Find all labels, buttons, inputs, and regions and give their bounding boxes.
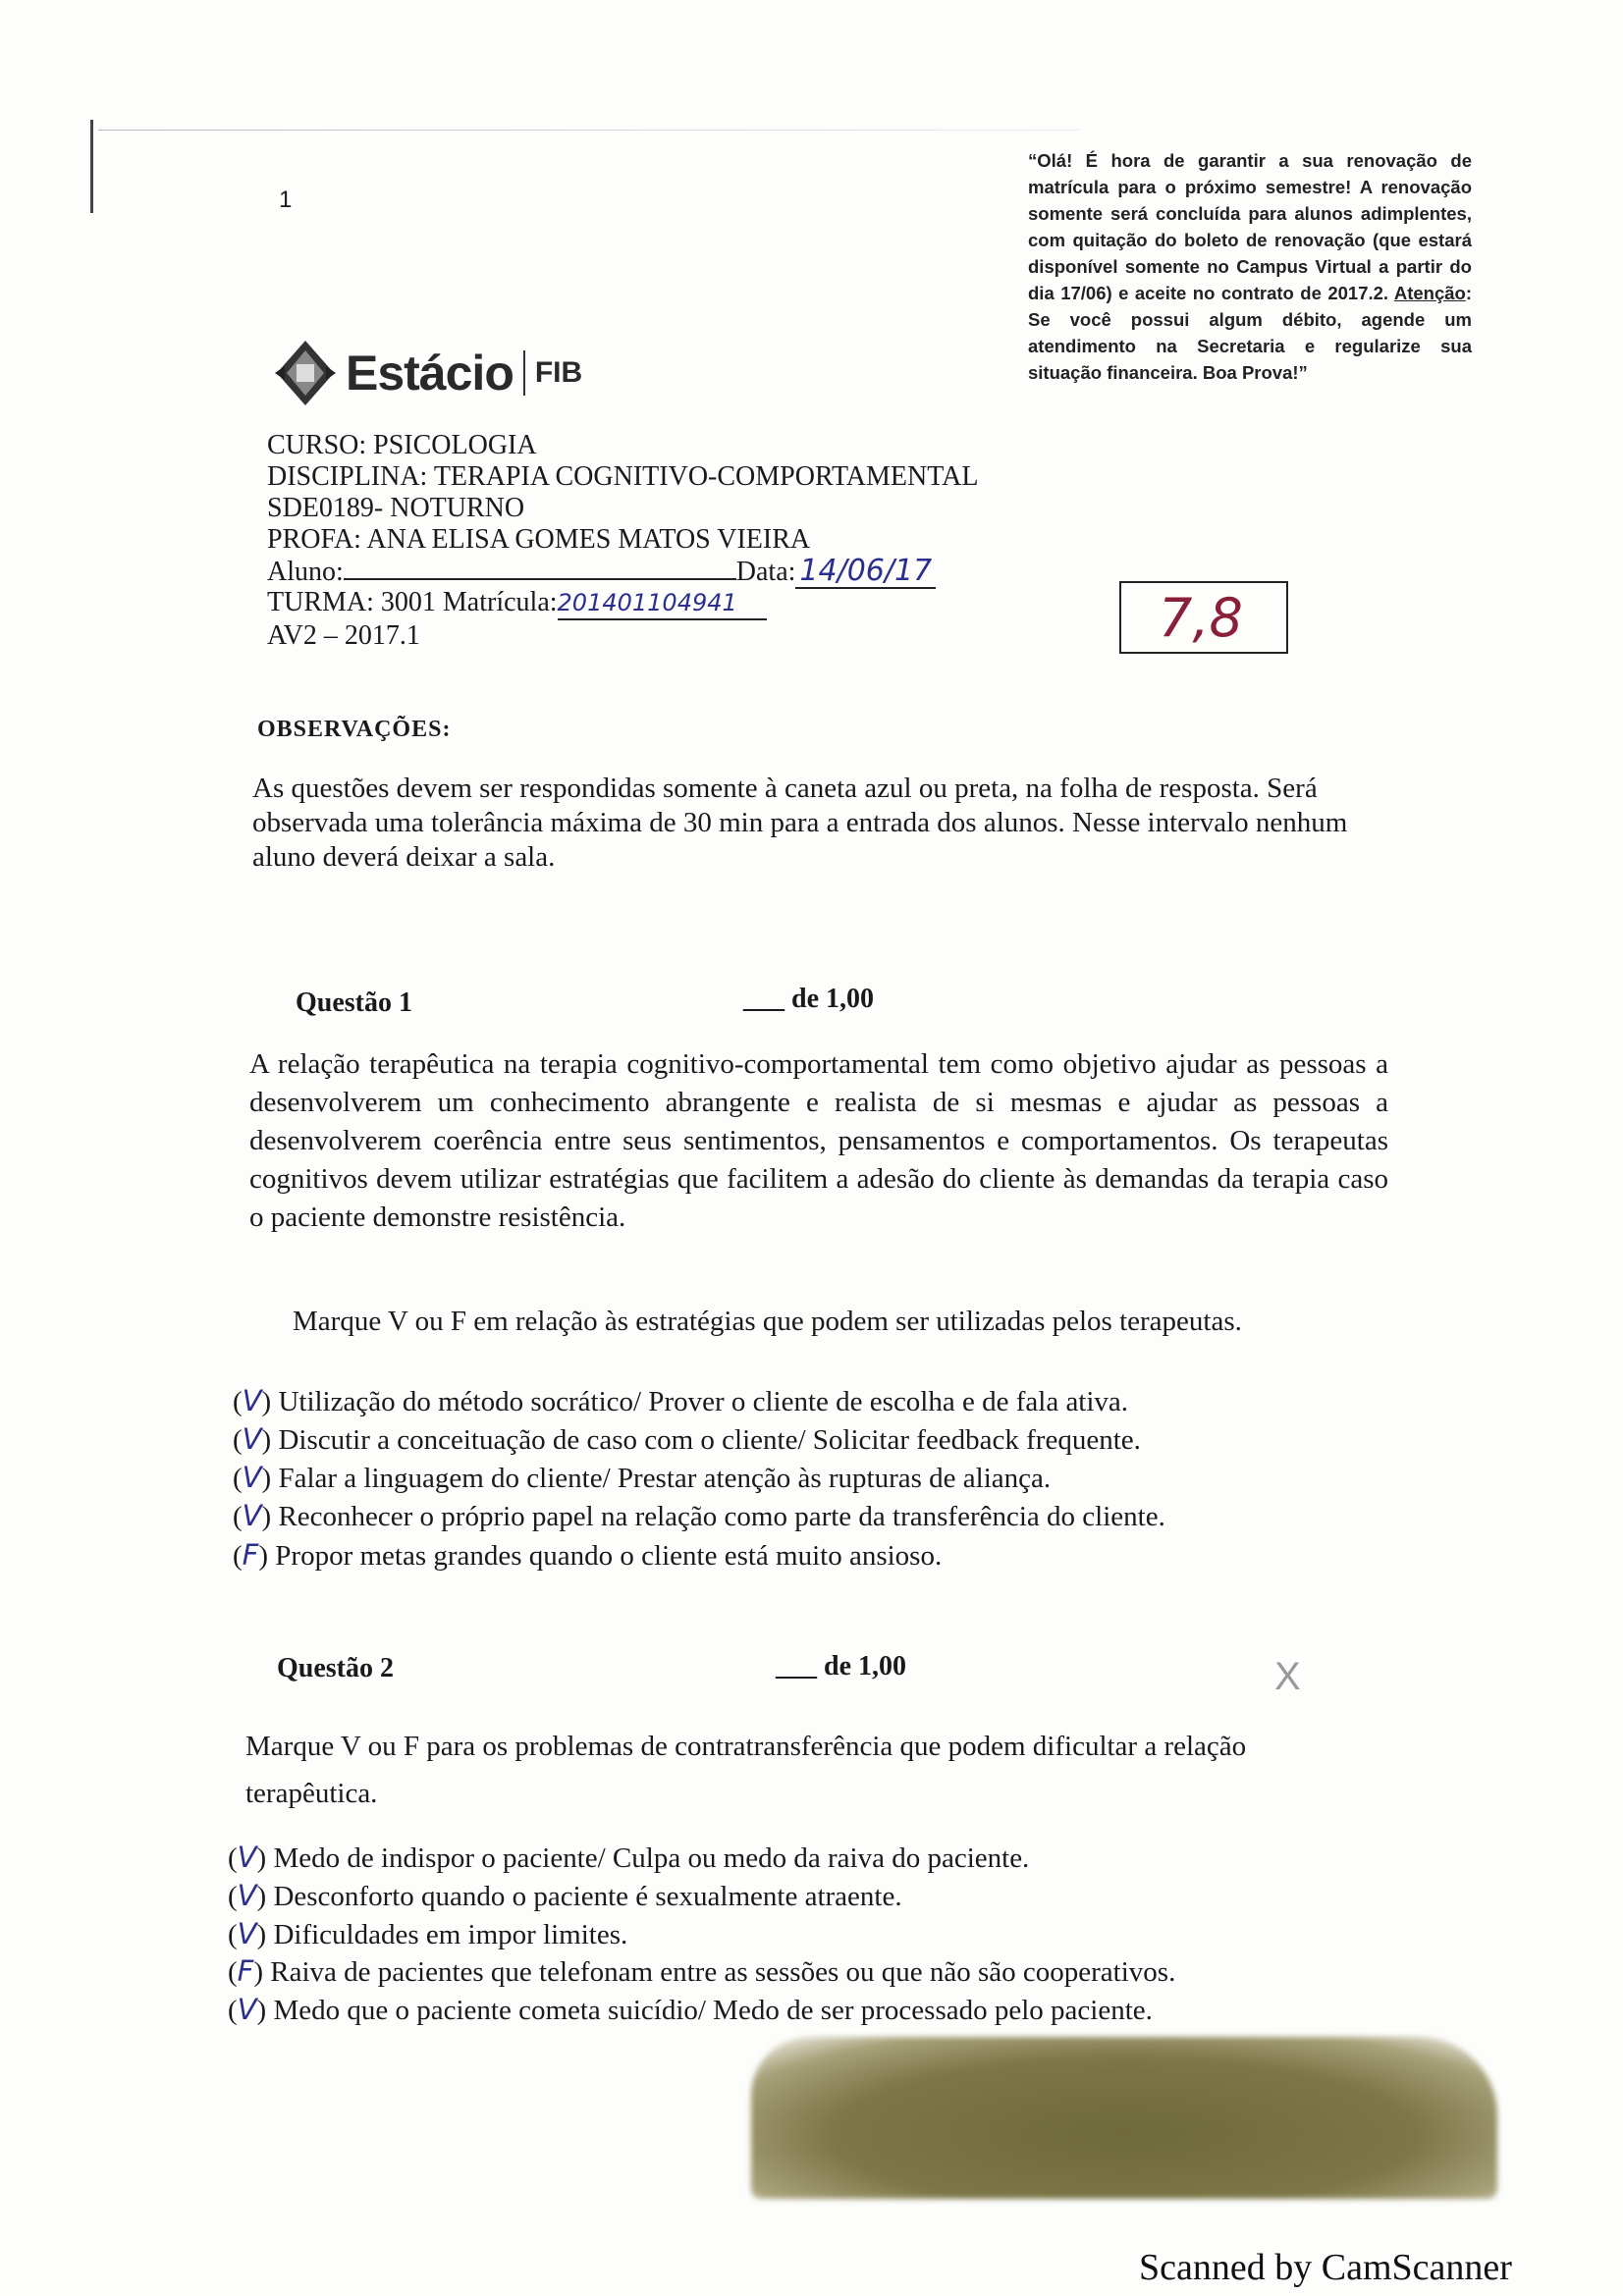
logo-brand: Estácio [346, 346, 514, 400]
estacio-logo [275, 339, 582, 407]
scan-line [98, 130, 1080, 131]
observacoes-title: OBSERVAÇÕES: [257, 717, 452, 742]
answer-mark[interactable]: V [242, 1422, 262, 1456]
q2-item: (V) Dificuldades em impor limites. [228, 1917, 628, 1950]
logo-separator [523, 350, 525, 396]
answer-mark[interactable]: V [237, 1993, 257, 2026]
answer-mark[interactable]: V [237, 1841, 257, 1874]
correction-mark: X [1274, 1655, 1301, 1698]
answer-mark[interactable]: F [242, 1538, 259, 1572]
answer-mark[interactable]: V [242, 1461, 262, 1494]
answer-mark[interactable]: V [237, 1879, 257, 1912]
matricula-field[interactable]: 201401104941 [558, 587, 767, 620]
question-2-prompt: Marque V ou F para os problemas de contratransferência que podem dificultar a relação terapêutica. [245, 1731, 1247, 1809]
question-1-prompt: Marque V ou F em relação às estratégias que podem ser utilizadas pelos terapeutas. [293, 1306, 1242, 1337]
page-number: 1 [279, 187, 293, 213]
question-1-text: A relação terapêutica na terapia cognitivo-comportamental tem como objetivo ajudar as pessoas a desenvolverem um conhecimento abrangente e realista de si mesmas e ajudar as pessoas a desenvolverem coerência entre seus sentimentos, pensamentos e comportamentos. Os terapeutas cognitivos devem utilizar estratégias que facilitem a adesão do cliente às demandas da terapia caso o paciente demonstre resistência. [249, 1048, 1388, 1233]
professora: PROFA: ANA ELISA GOMES MATOS VIEIRA [267, 524, 811, 555]
disciplina: DISCIPLINA: TERAPIA COGNITIVO-COMPORTAMENTAL [267, 461, 979, 492]
grade-box [1119, 581, 1288, 654]
estacio-emblem-icon [275, 339, 336, 407]
avaliacao: AV2 – 2017.1 [267, 620, 420, 651]
turma-line: TURMA: 3001 Matrícula:201401104941 [267, 587, 767, 620]
scan-shadow [751, 2037, 1497, 2199]
observacoes-text: As questões devem ser respondidas somente à caneta azul ou preta, na folha de resposta. Será observada uma tolerância máxima de 30 min para a entrada dos alunos. Nesse intervalo nenhum aluno deverá deixar a sala. [252, 773, 1348, 873]
question-1-score: ___ de 1,00 [743, 984, 874, 1014]
question-2-title: Questão 2 [277, 1653, 394, 1683]
question-2-score: ___ de 1,00 [776, 1651, 906, 1682]
renewal-notice: “Olá! É hora de garantir a sua renovação de matrícula para o próximo semestre! A renovação somente será concluída para alunos adimplentes, com quitação do boleto de renovação (que estará disponível somente no Campus Virtual a partir do dia 17/06) e aceite no contrato de 2017.2. Atenção: Se você possui algum débito, agende um atendimento na Secretaria e regularize sua situação financeira. Boa Prova!” [1028, 150, 1472, 383]
q1-item: (F) Propor metas grandes quando o cliente está muito ansioso. [233, 1538, 943, 1572]
answer-mark[interactable]: V [242, 1384, 262, 1417]
q1-item: (V) Falar a linguagem do cliente/ Prestar atenção às rupturas de aliança. [233, 1461, 1052, 1494]
aluno-field[interactable] [344, 578, 736, 580]
data-field[interactable]: 14/06/17 [795, 556, 936, 589]
q2-item: (V) Medo que o paciente cometa suicídio/ Medo de ser processado pelo paciente. [228, 1993, 1153, 2026]
question-1-title: Questão 1 [296, 988, 412, 1018]
codigo: SDE0189- NOTURNO [267, 493, 525, 523]
answer-mark[interactable]: F [237, 1954, 254, 1988]
scan-edge [90, 120, 93, 213]
q2-item: (V) Desconforto quando o paciente é sexualmente atraente. [228, 1879, 902, 1912]
q1-item: (V) Discutir a conceituação de caso com o cliente/ Solicitar feedback frequente. [233, 1422, 1141, 1456]
q1-item: (V) Utilização do método socrático/ Prover o cliente de escolha e de fala ativa. [233, 1384, 1129, 1417]
q2-item: (F) Raiva de pacientes que telefonam entre as sessões ou que não são cooperativos. [228, 1954, 1176, 1988]
logo-unit: FIB [534, 356, 583, 389]
aluno-line: Aluno: Data: 14/06/17 [267, 556, 936, 589]
answer-mark[interactable]: V [242, 1499, 262, 1532]
answer-mark[interactable]: V [237, 1917, 257, 1950]
grade-value: 7,8 [1159, 587, 1243, 649]
curso: CURSO: PSICOLOGIA [267, 430, 537, 460]
camscanner-watermark: Scanned by CamScanner [1139, 2247, 1512, 2288]
q1-item: (V) Reconhecer o próprio papel na relação como parte da transferência do cliente. [233, 1499, 1165, 1532]
q2-item: (V) Medo de indispor o paciente/ Culpa ou medo da raiva do paciente. [228, 1841, 1030, 1874]
